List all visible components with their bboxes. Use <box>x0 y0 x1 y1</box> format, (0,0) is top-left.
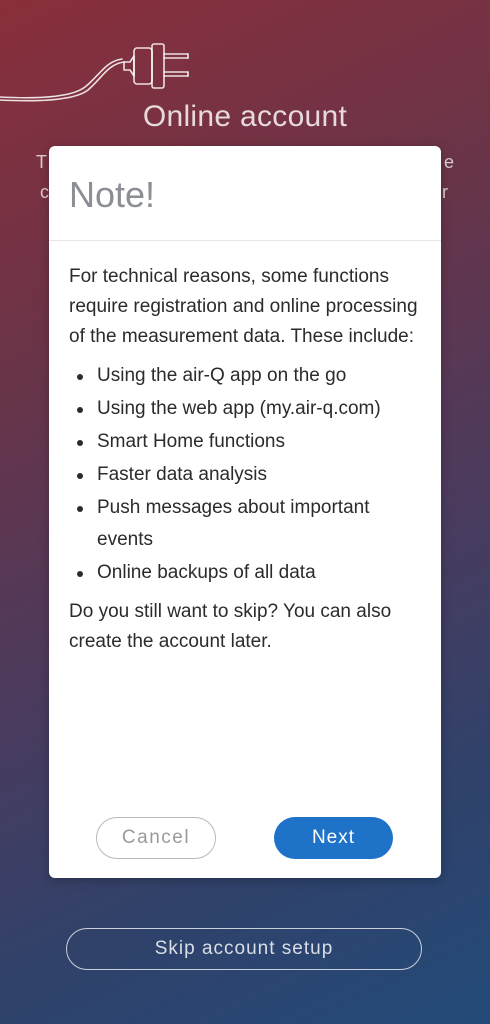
background-text-fragment: T <box>36 152 47 172</box>
dialog-outro-text: Do you still want to skip? You can also create the account later. <box>69 601 392 652</box>
dialog-intro-text: For technical reasons, some functions require registration and online processing of the measurement data. These include: <box>69 266 418 347</box>
page-title: Online account <box>142 100 348 133</box>
dialog-title: Note! <box>69 174 156 215</box>
plug-cable-icon <box>0 18 210 113</box>
dialog-body <box>69 262 429 657</box>
feature-label: Using the web app (my.air-q.com) <box>97 398 381 419</box>
feature-item <box>69 459 429 491</box>
bullet-icon <box>77 506 83 512</box>
next-button[interactable]: Next <box>274 817 393 859</box>
bullet-icon <box>77 571 83 577</box>
feature-item <box>69 492 429 556</box>
feature-label: Push messages about important events <box>97 497 370 550</box>
feature-item <box>69 393 429 425</box>
feature-item <box>69 557 429 589</box>
feature-item <box>69 426 429 458</box>
background-text-fragment: e <box>444 152 455 172</box>
feature-label: Smart Home functions <box>97 431 285 452</box>
skip-account-setup-button[interactable]: Skip account setup <box>66 928 422 970</box>
bullet-icon <box>77 440 83 446</box>
cancel-button[interactable]: Cancel <box>96 817 216 859</box>
bullet-icon <box>77 407 83 413</box>
feature-list <box>69 360 429 589</box>
feature-label: Online backups of all data <box>97 562 316 583</box>
bullet-icon <box>77 374 83 380</box>
background-text-fragment: r <box>442 182 448 202</box>
feature-label: Using the air-Q app on the go <box>97 365 347 386</box>
dialog-divider <box>49 240 441 241</box>
feature-label: Faster data analysis <box>97 464 268 485</box>
bullet-icon <box>77 473 83 479</box>
note-dialog <box>49 146 441 878</box>
feature-item <box>69 360 429 392</box>
background-text-fragment: c <box>40 182 49 202</box>
